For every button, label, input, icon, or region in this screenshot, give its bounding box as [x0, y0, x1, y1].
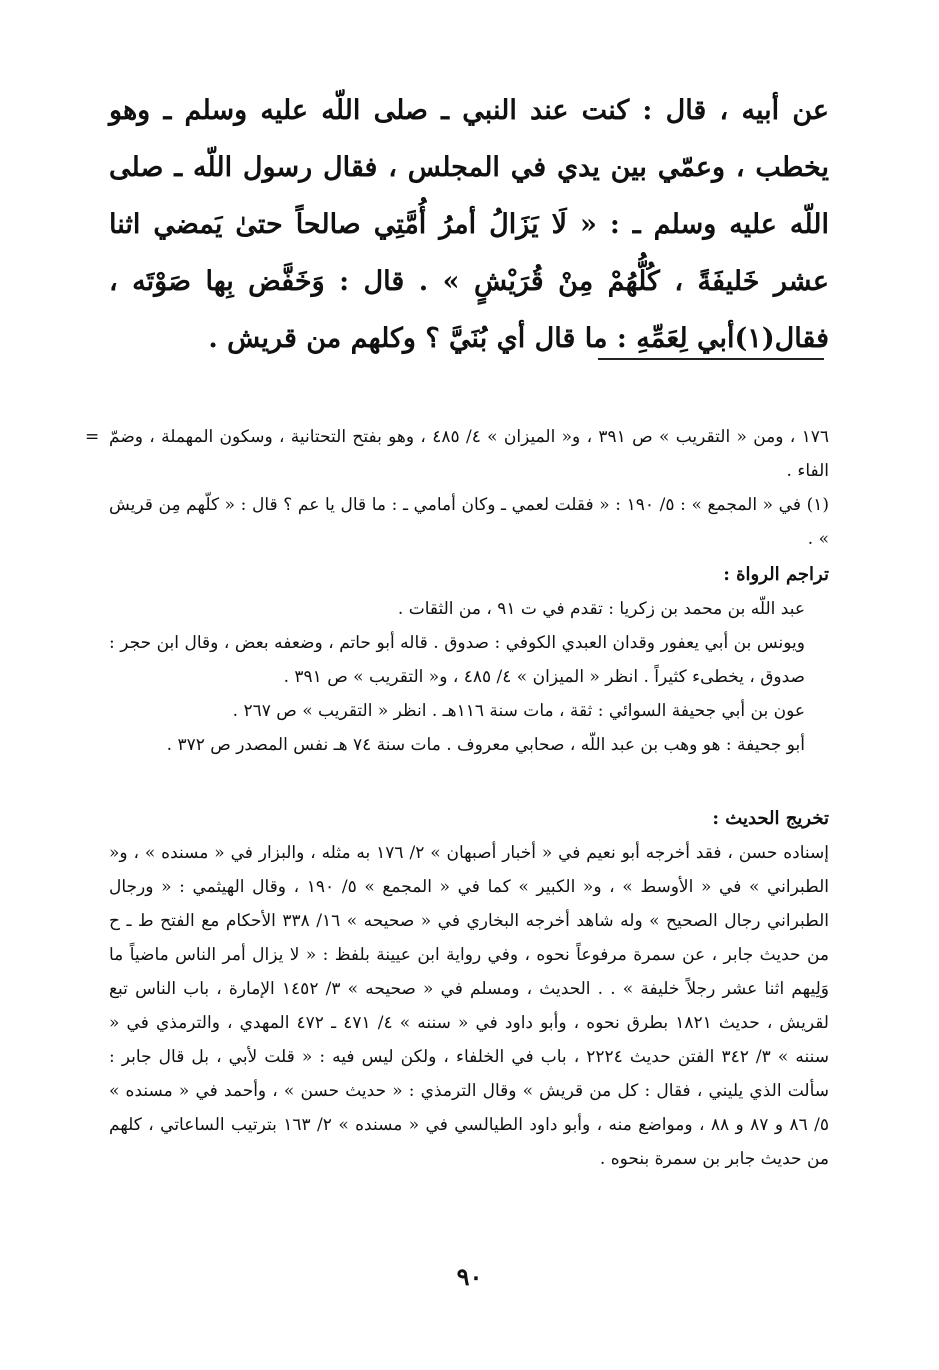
- footnote-separator: [598, 358, 824, 360]
- narrators-heading: تراجم الرواة :: [723, 564, 829, 585]
- page-number: ٩٠: [456, 1262, 483, 1291]
- narrator-item-1: عبد اللّه بن محمد بن زكريا : تقدم في ت ٩١ ، من الثقات .: [397, 599, 805, 619]
- main-paragraph: عن أبيه ، قال : كنت عند النبي ـ صلى اللّه عليه وسلم ـ وهو يخطب ، وعمّي بين يدي في المجلس ، فقال رسول اللّه ـ صلى اللّه عليه وسلم ـ : « لَا يَزَالُ أمرُ أُمَّتِي صالحاً حتىٰ يَمضي اثنا عشر خَليفَةً ، كُلُّهُمْ مِنْ قُرَيْشٍ » . قال : وَخَفَّض بِها صَوْتَه ، فقال(١)أبي لِعَمِّهِ : ما قال أي بُنَيَّ ؟ وكلهم من قريش .: [109, 95, 829, 354]
- continuation-text: ١٧٦ ، ومن « التقريب » ص ٣٩١ ، و« الميزان » ٤/ ٤٨٥ ، وهو بفتح التحتانية ، وسكون المهملة ، وضمّ الفاء .: [109, 427, 829, 481]
- takhrij-heading: تخريج الحديث :: [712, 808, 829, 829]
- takhrij-text: إسناده حسن ، فقد أخرجه أبو نعيم في « أخبار أصبهان » ٢/ ١٧٦ به مثله ، والبزار في « مسنده » ، و« الطبراني » في « الأوسط » ، و« الكبير » كما في « المجمع » ٥/ ١٩٠ ، وقال الهيثمي : « ورجال الطبراني رجال الصحيح » وله شاهد أخرجه البخاري في « صحيحه » ١٦/ ٣٣٨ الأحكام مع الفتح ط ـ ح من حديث جابر ، عن سمرة مرفوعاً نحوه ، وفي رواية ابن عيينة بلفظ : « لا يزال أمر الناس ماضياً ما وَلِيهم اثنا عشر رجلاً خليفة » . . الحديث ، ومسلم في « صحيحه » ٣/ ١٤٥٢ الإمارة ، باب الناس تبع لقريش ، حديث ١٨٢١ بطرق نحوه ، وأبو داود في « سننه » ٤/ ٤٧١ ـ ٤٧٢ المهدي ، والترمذي في « سننه » ٣/ ٣٤٢ الفتن حديث ٢٢٢٤ ، باب في الخلفاء ، ولكن ليس فيه : « قلت لأبي ، بل قال جابر : سألت الذي يليني ، فقال : كل من قريش » وقال الترمذي : « حديث حسن » ، وأحمد في « مسنده » ٥/ ٨٦ و ٨٧ و ٨٨ ، ومواضع منه ، وأبو داود الطيالسي في « مسنده » ٢/ ١٦٣ بترتيب الساعاتي ، كلهم من حديث جابر بن سمرة بنحوه .: [109, 843, 829, 1169]
- footnote-1: (١) في « المجمع » : ٥/ ١٩٠ : « فقلت لعمي ـ وكان أمامي ـ : ما قال يا عم ؟ قال : « كلّهم مِن قريش » .: [109, 495, 829, 549]
- main-text-block: [109, 82, 829, 367]
- narrator-item-3: عون بن أبي جحيفة السوائي : ثقة ، مات سنة ١١٦هـ . انظر « التقريب » ص ٢٦٧ .: [232, 701, 805, 721]
- continuation-marker: =: [85, 427, 100, 447]
- footnote-continuation: [85, 420, 829, 488]
- narrator-item-2: ويونس بن أبي يعفور وقدان العبدي الكوفي : صدوق . قاله أبو حاتم ، وضعفه بعض ، وقال ابن حجر : صدوق ، يخطىء كثيراً . انظر « الميزان » ٤/ ٤٨٥ ، و« التقريب » ص ٣٩١ .: [109, 633, 805, 687]
- takhrij-block: [109, 800, 829, 1176]
- footnotes-block: [85, 420, 829, 762]
- narrator-item-4: أبو جحيفة : هو وهب بن عبد اللّه ، صحابي معروف . مات سنة ٧٤ هـ نفس المصدر ص ٣٧٢ .: [166, 735, 805, 755]
